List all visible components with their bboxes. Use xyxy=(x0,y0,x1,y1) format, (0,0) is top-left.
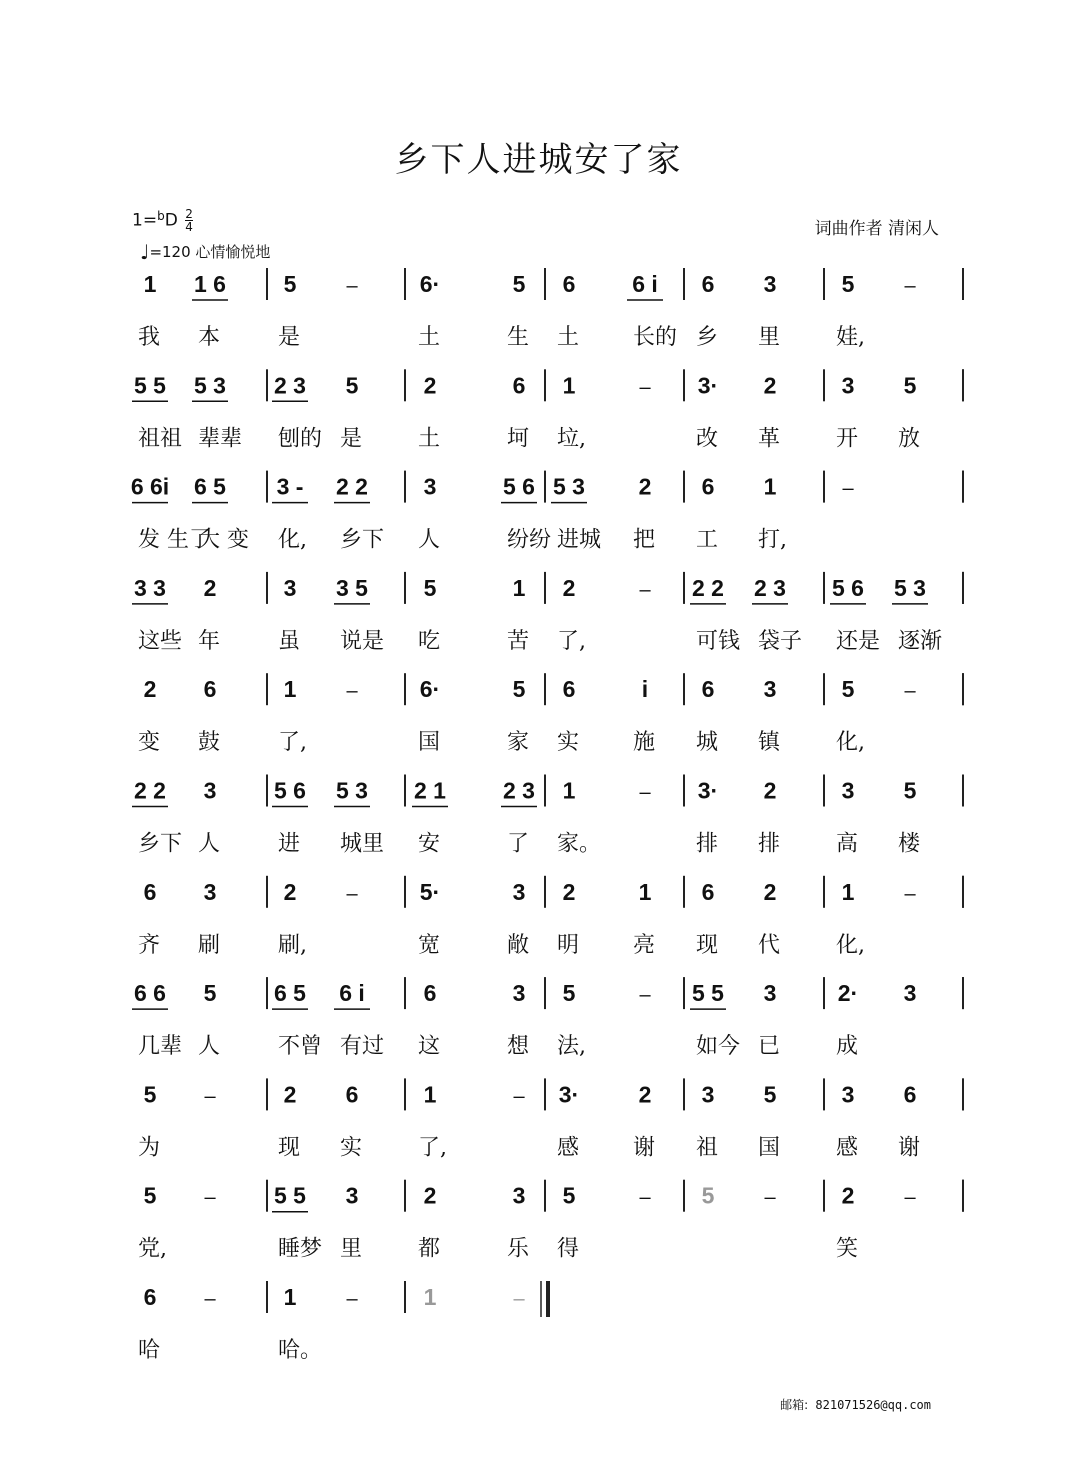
note: 1 xyxy=(143,271,157,297)
note: 5 xyxy=(903,777,917,804)
lyric: 排 xyxy=(696,831,719,857)
note: 6 xyxy=(701,473,715,500)
lyric: 镇 xyxy=(758,730,781,756)
note: 3 xyxy=(841,372,855,399)
note: 2 1 xyxy=(414,777,446,804)
lyric: 实 xyxy=(340,1135,363,1161)
lyric: 乐 xyxy=(507,1236,530,1262)
lyric: 可钱 xyxy=(696,628,741,654)
lyric: 了 xyxy=(507,831,530,857)
note: 2 xyxy=(763,878,777,905)
lyric: 为 xyxy=(138,1135,161,1161)
note: 6· xyxy=(419,271,441,297)
note: 5 xyxy=(903,372,917,399)
email-label: 邮箱: xyxy=(780,1398,809,1412)
note: 5 3 xyxy=(894,574,926,601)
note: 2 3 xyxy=(274,372,306,399)
note: 6 6i xyxy=(130,473,170,500)
lyric: 家。 xyxy=(557,831,602,857)
sustain-dash: – xyxy=(904,882,916,905)
sustain-dash: – xyxy=(346,680,358,703)
lyric: 祖 xyxy=(696,1135,719,1161)
note: 3 xyxy=(512,1182,526,1209)
note: 5 6 xyxy=(503,473,535,500)
lyric: 还是 xyxy=(836,628,881,654)
note: 1 xyxy=(841,878,855,905)
note: 6 i xyxy=(632,271,658,297)
lyric: 垃, xyxy=(557,426,586,452)
lyric: 土 xyxy=(557,325,580,350)
sustain-dash: – xyxy=(513,1288,525,1310)
note: 5 xyxy=(423,574,437,601)
note: 3 5 xyxy=(336,574,368,601)
lyric: 宽 xyxy=(418,932,441,958)
lyric: 坷 xyxy=(507,426,530,452)
lyric: 党, xyxy=(138,1236,167,1262)
note: 2 3 xyxy=(503,777,535,804)
note: 5 5 xyxy=(692,980,724,1007)
lyric: 明 xyxy=(557,932,580,958)
note: 3 xyxy=(203,777,217,804)
lyric: 不曾 xyxy=(278,1034,323,1060)
note: 3 xyxy=(903,980,917,1007)
sustain-dash: – xyxy=(204,1085,216,1108)
lyric: 人 xyxy=(418,527,441,553)
note: 1 xyxy=(512,574,526,601)
flat-sign: b xyxy=(157,208,165,223)
note: 3 xyxy=(283,574,297,601)
note: 5 xyxy=(562,980,576,1007)
note: 5 3 xyxy=(336,777,368,804)
note: 5 3 xyxy=(194,372,226,399)
lyric: 代 xyxy=(758,932,781,958)
lyric: 辈辈 xyxy=(198,426,243,452)
sustain-dash: – xyxy=(904,680,916,703)
sustain-dash: – xyxy=(904,275,916,297)
lyric: 城 xyxy=(696,730,719,756)
note: 1 xyxy=(423,1284,437,1310)
note: 5 5 xyxy=(134,372,166,399)
note: 2 3 xyxy=(754,574,786,601)
email-address: 821071526@qq.com xyxy=(815,1398,931,1412)
note: 6 xyxy=(345,1081,359,1108)
lyric: 吃 xyxy=(418,628,441,654)
note: 3· xyxy=(558,1081,580,1108)
note: 1 xyxy=(562,372,576,399)
note: 3 xyxy=(841,1081,855,1108)
lyric: 了, xyxy=(278,730,307,756)
note: 6 xyxy=(423,980,437,1007)
lyric: 得 xyxy=(557,1236,580,1262)
note: 6 xyxy=(203,676,217,703)
note: 5 5 xyxy=(274,1182,306,1209)
note: 3 3 xyxy=(134,574,166,601)
note: 2 xyxy=(841,1182,855,1209)
lyric: 打, xyxy=(758,527,787,553)
lyric: 革 xyxy=(758,426,781,452)
note: 6 xyxy=(562,271,576,297)
note: 5· xyxy=(419,878,441,905)
tempo-value: =120 xyxy=(149,243,191,261)
note: 2 xyxy=(423,372,437,399)
lyric: 发 生了 xyxy=(138,527,211,553)
lyric: 了, xyxy=(418,1135,447,1161)
lyric: 感 xyxy=(557,1135,580,1161)
note: 2 xyxy=(763,372,777,399)
note: 3 xyxy=(512,878,526,905)
lyric: 人 xyxy=(198,831,221,857)
note: 2 xyxy=(203,574,217,601)
note: 5 xyxy=(283,271,297,297)
note: 5 xyxy=(512,271,526,297)
note: 5 xyxy=(203,980,217,1007)
note: 3 xyxy=(701,1081,715,1108)
note: 3· xyxy=(697,372,719,399)
lyric: 谢 xyxy=(633,1135,656,1161)
lyric: 长的 xyxy=(633,325,678,350)
lyric: 变 xyxy=(138,730,161,756)
lyric: 楼 xyxy=(898,831,921,857)
lyric: 本 xyxy=(198,325,221,350)
note: 5 xyxy=(345,372,359,399)
note: 3 xyxy=(345,1182,359,1209)
lyric: 虽 xyxy=(278,628,301,654)
note: 3 xyxy=(763,271,777,297)
lyric: 娃, xyxy=(836,325,865,350)
sustain-dash: – xyxy=(639,1186,651,1209)
lyric: 刷, xyxy=(278,932,307,958)
lyric: 是 xyxy=(278,325,301,350)
sustain-dash: – xyxy=(842,477,854,500)
note: 2 xyxy=(763,777,777,804)
note: 3 xyxy=(512,980,526,1007)
sustain-dash: – xyxy=(346,1288,358,1310)
key-tonic: D xyxy=(164,210,178,231)
note: 5 xyxy=(143,1081,157,1108)
lyric: 年 xyxy=(198,628,221,654)
lyric: 敞 xyxy=(507,932,530,958)
lyric: 施 xyxy=(633,730,656,756)
lyric: 乡下 xyxy=(340,527,385,553)
lyric: 把 xyxy=(633,527,656,553)
note: 1 xyxy=(283,676,297,703)
note: 5 xyxy=(562,1182,576,1209)
lyric: 安 xyxy=(418,831,441,857)
lyric: 这些 xyxy=(138,628,183,654)
lyric: 哈 xyxy=(138,1338,161,1363)
lyric: 感 xyxy=(836,1135,859,1161)
email-footer xyxy=(780,1396,931,1413)
note: 2 xyxy=(143,676,157,703)
note: 6· xyxy=(419,676,441,703)
note: 6 xyxy=(512,372,526,399)
note: 3· xyxy=(697,777,719,804)
note: 2 xyxy=(283,878,297,905)
sustain-dash: – xyxy=(639,376,651,399)
lyric: 法, xyxy=(557,1034,586,1060)
lyric: 苦 xyxy=(507,628,530,654)
sustain-dash: – xyxy=(204,1186,216,1209)
note: 2 xyxy=(562,574,576,601)
note: 3 xyxy=(423,473,437,500)
sustain-dash: – xyxy=(764,1186,776,1209)
note: 3 xyxy=(203,878,217,905)
note: 6 xyxy=(903,1081,917,1108)
lyric: 进城 xyxy=(557,527,602,553)
author-credit: 词曲作者 清闲人 xyxy=(814,219,939,239)
note: 5 6 xyxy=(832,574,864,601)
note: 6 xyxy=(143,1284,157,1310)
lyric: 化, xyxy=(836,730,865,756)
note: 5 xyxy=(841,271,855,297)
song-title: 乡下人进城安了家 xyxy=(394,140,683,180)
lyric: 现 xyxy=(696,932,719,958)
sustain-dash: – xyxy=(346,275,358,297)
sustain-dash: – xyxy=(513,1085,525,1108)
sustain-dash: – xyxy=(204,1288,216,1310)
note: 6 xyxy=(562,676,576,703)
lyric: 里 xyxy=(758,325,781,350)
lyric: 化, xyxy=(278,527,307,553)
lyric: 想 xyxy=(507,1034,530,1060)
lyric: 睡梦 xyxy=(278,1236,323,1262)
lyric: 乡 xyxy=(696,325,719,350)
note: 2 xyxy=(423,1182,437,1209)
lyric: 土 xyxy=(418,426,441,452)
lyric: 国 xyxy=(418,730,441,756)
lyric: 逐渐 xyxy=(898,628,943,654)
note: 1 xyxy=(423,1081,437,1108)
lyric: 了, xyxy=(557,628,586,654)
sustain-dash: – xyxy=(346,882,358,905)
lyric: 人 xyxy=(198,1034,221,1060)
note: 6 6 xyxy=(134,980,166,1007)
note: 5 xyxy=(701,1182,715,1209)
lyric: 是 xyxy=(340,426,363,452)
lyric: 几辈 xyxy=(138,1034,183,1060)
note: 5 xyxy=(841,676,855,703)
note: 2 2 xyxy=(336,473,368,500)
note: 6 xyxy=(701,676,715,703)
lyric: 哈。 xyxy=(278,1338,323,1363)
lyric: 如今 xyxy=(696,1034,741,1060)
note: 6 xyxy=(143,878,157,905)
lyric: 乡下 xyxy=(138,831,183,857)
lyric: 袋子 xyxy=(758,628,803,654)
note: 5 xyxy=(512,676,526,703)
note: 1 xyxy=(763,473,777,500)
lyric: 刨的 xyxy=(278,426,323,452)
note: 5 xyxy=(763,1081,777,1108)
key-prefix: 1= xyxy=(132,210,158,231)
note: 1 xyxy=(638,878,652,905)
note: 5 3 xyxy=(553,473,585,500)
note: 2 2 xyxy=(134,777,166,804)
sustain-dash: – xyxy=(639,781,651,804)
lyric: 纷纷 xyxy=(507,527,552,553)
lyric: 实 xyxy=(557,730,580,756)
lyric: 高 xyxy=(836,831,859,857)
lyric: 这 xyxy=(418,1034,441,1060)
note: 2 xyxy=(562,878,576,905)
lyric: 大 变 xyxy=(198,527,249,553)
lyric: 家 xyxy=(507,730,530,756)
note: 6 xyxy=(701,271,715,297)
sustain-dash: – xyxy=(639,578,651,601)
note: 1 xyxy=(562,777,576,804)
note: 6 xyxy=(701,878,715,905)
note: 3 xyxy=(841,777,855,804)
note: 2 xyxy=(283,1081,297,1108)
lyric: 说是 xyxy=(340,628,385,654)
lyric: 齐 xyxy=(138,932,161,958)
note: 5 xyxy=(143,1182,157,1209)
note: 2 2 xyxy=(692,574,724,601)
lyric: 刷 xyxy=(198,932,221,958)
lyric: 进 xyxy=(278,831,301,857)
lyric: 已 xyxy=(758,1034,781,1060)
lyric: 化, xyxy=(836,932,865,958)
lyric: 亮 xyxy=(633,932,656,958)
lyric: 都 xyxy=(418,1236,441,1262)
lyric: 国 xyxy=(758,1135,781,1161)
note: 5 6 xyxy=(274,777,306,804)
lyric: 现 xyxy=(278,1135,301,1161)
note: 1 xyxy=(283,1284,297,1310)
time-numerator: 2 xyxy=(185,207,193,221)
lyric: 工 xyxy=(696,527,719,553)
lyric: 改 xyxy=(696,426,719,452)
sustain-dash: – xyxy=(639,984,651,1007)
note: 6 5 xyxy=(194,473,226,500)
lyric: 谢 xyxy=(898,1135,921,1161)
lyric: 成 xyxy=(836,1034,859,1060)
note: 1 6 xyxy=(194,271,226,297)
note: 3 xyxy=(763,676,777,703)
lyric: 土 xyxy=(418,325,441,350)
time-denominator: 4 xyxy=(185,220,193,234)
lyric: 生 xyxy=(507,325,530,350)
note: 6 5 xyxy=(274,980,306,1007)
lyric: 笑 xyxy=(836,1236,859,1262)
lyric: 放 xyxy=(898,426,921,452)
lyric: 我 xyxy=(138,325,161,350)
lyric: 鼓 xyxy=(198,730,221,756)
lyric: 排 xyxy=(758,831,781,857)
lyric: 里 xyxy=(340,1236,363,1262)
note: 3 - xyxy=(276,473,304,500)
lyric: 有过 xyxy=(340,1034,385,1060)
note: 2 xyxy=(638,473,652,500)
lyric: 开 xyxy=(836,426,859,452)
note: 2 xyxy=(638,1081,652,1108)
note: i xyxy=(641,676,649,703)
note: 6 i xyxy=(339,980,365,1007)
note: 3 xyxy=(763,980,777,1007)
quarter-note-icon: ♩ xyxy=(140,240,150,264)
lyric: 祖祖 xyxy=(138,426,183,452)
note: 2· xyxy=(837,980,859,1007)
sustain-dash: – xyxy=(904,1186,916,1209)
tempo-mood: 心情愉悦地 xyxy=(195,243,271,261)
lyric: 城里 xyxy=(340,831,385,857)
